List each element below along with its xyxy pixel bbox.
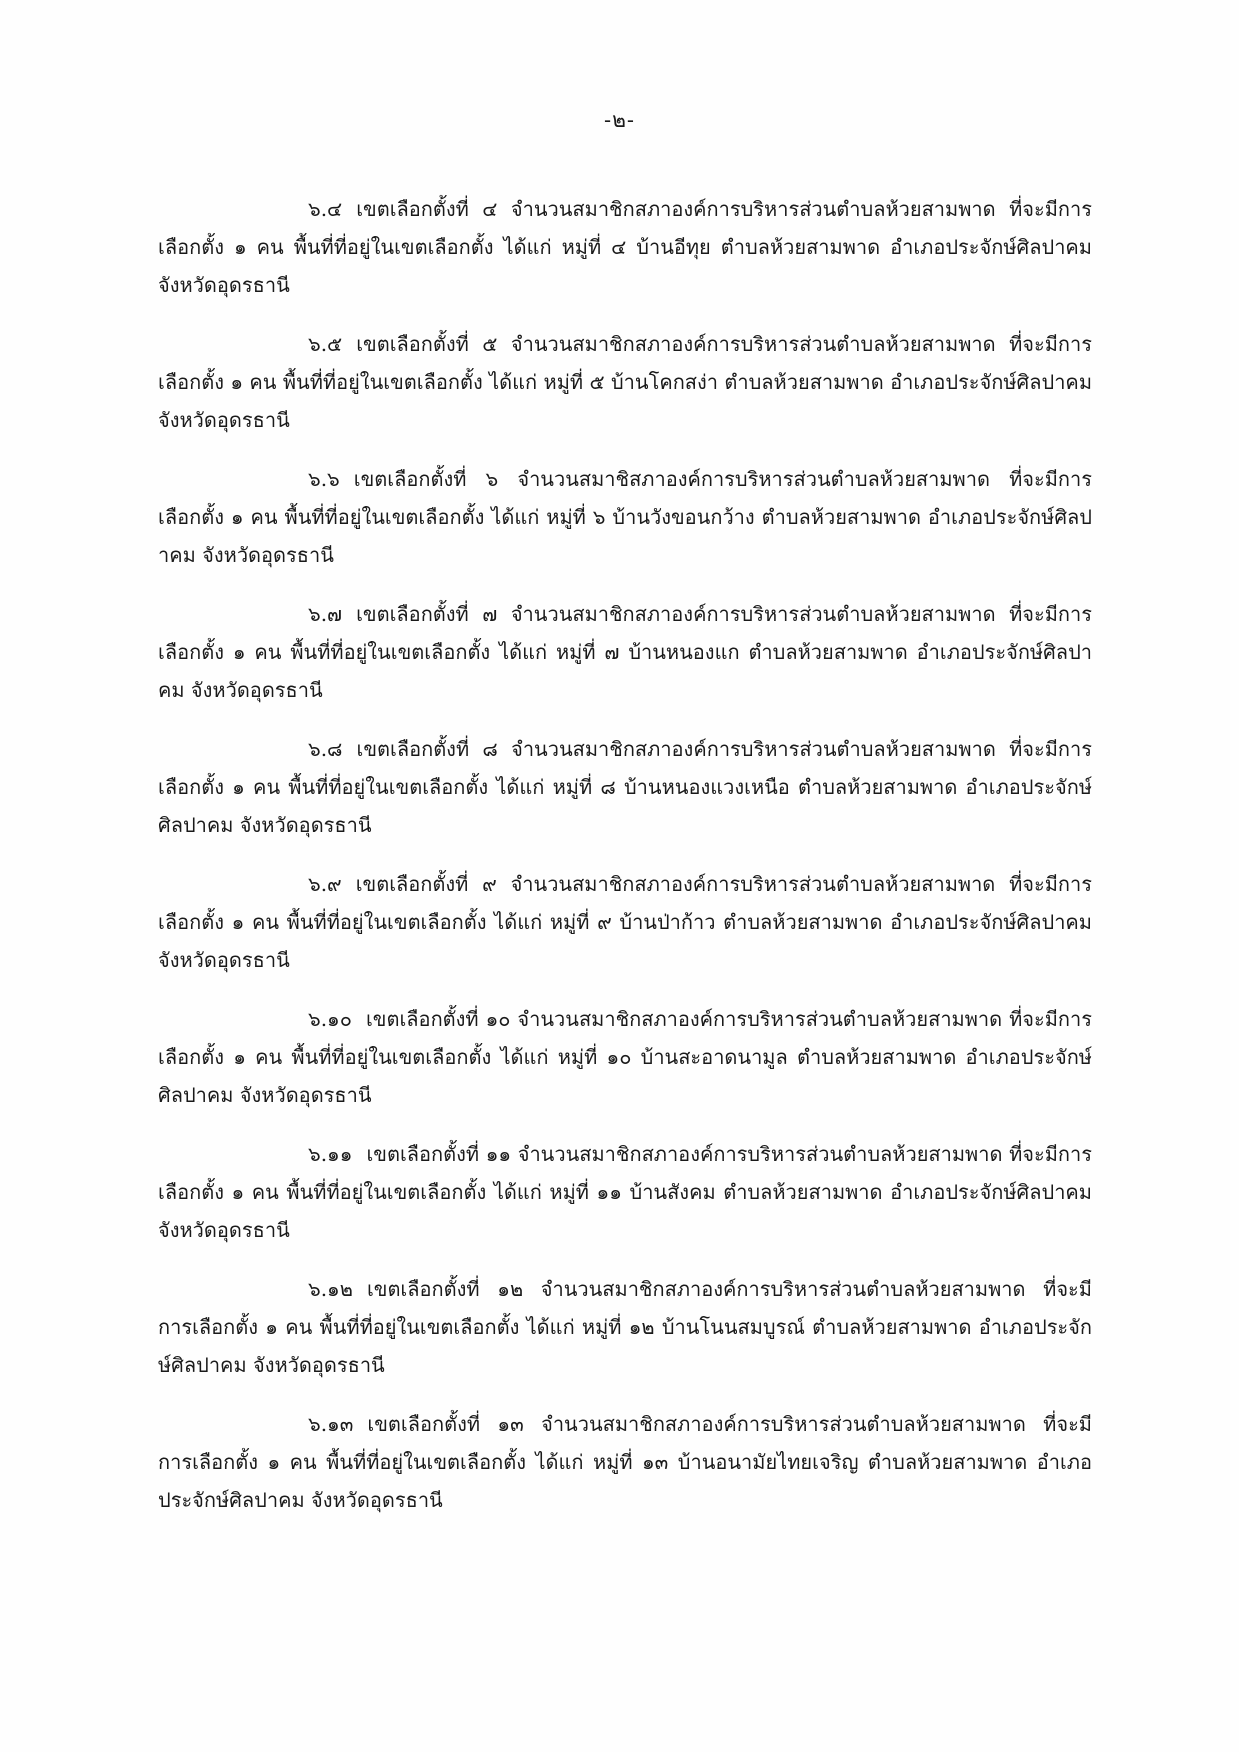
- section-text: เขตเลือกตั้งที่ ๑๓ จำนวนสมาชิกสภาองค์การบริหารส่วนตำบลห้วยสามพาด ที่จะมีการเลือกตั้ง ๑ คน พื้นที่ที่อยู่ในเขตเลือกตั้ง ได้แก่ หมู่ที่ ๑๓ บ้านอนามัยไทยเจริญ ตำบลห้วยสามพาด อำเภอประจักษ์ศิลปาคม จังหวัดอุดรธานี: [158, 1412, 1092, 1512]
- section-text: เขตเลือกตั้งที่ ๔ จำนวนสมาชิกสภาองค์การบริหารส่วนตำบลห้วยสามพาด ที่จะมีการเลือกตั้ง ๑ คน พื้นที่ที่อยู่ในเขตเลือกตั้ง ได้แก่ หมู่ที่ ๔ บ้านอีทุย ตำบลห้วยสามพาด อำเภอประจักษ์ศิลปาคม จังหวัดอุดรธานี: [158, 197, 1092, 297]
- page-number: -๒-: [603, 108, 636, 132]
- section-paragraph: [158, 1405, 1092, 1519]
- section-text: เขตเลือกตั้งที่ ๖ จำนวนสมาชิสภาองค์การบริหารส่วนตำบลห้วยสามพาด ที่จะมีการเลือกตั้ง ๑ คน พื้นที่ที่อยู่ในเขตเลือกตั้ง ได้แก่ หมู่ที่ ๖ บ้านวังขอนกว้าง ตำบลห้วยสามพาด อำเภอประจักษ์ศิลปาคม จังหวัดอุดรธานี: [158, 467, 1092, 567]
- election-district-section: [158, 1000, 1092, 1114]
- section-paragraph: [158, 865, 1092, 979]
- section-text: เขตเลือกตั้งที่ ๙ จำนวนสมาชิกสภาองค์การบริหารส่วนตำบลห้วยสามพาด ที่จะมีการเลือกตั้ง ๑ คน พื้นที่ที่อยู่ในเขตเลือกตั้ง ได้แก่ หมู่ที่ ๙ บ้านป่าก้าว ตำบลห้วยสามพาด อำเภอประจักษ์ศิลปาคม จังหวัดอุดรธานี: [158, 872, 1092, 972]
- election-district-section: [158, 730, 1092, 844]
- election-district-section: [158, 1270, 1092, 1384]
- section-text: เขตเลือกตั้งที่ ๕ จำนวนสมาชิกสภาองค์การบริหารส่วนตำบลห้วยสามพาด ที่จะมีการเลือกตั้ง ๑ คน พื้นที่ที่อยู่ในเขตเลือกตั้ง ได้แก่ หมู่ที่ ๕ บ้านโคกสง่า ตำบลห้วยสามพาด อำเภอประจักษ์ศิลปาคม จังหวัดอุดรธานี: [158, 332, 1092, 432]
- section-text: เขตเลือกตั้งที่ ๑๑ จำนวนสมาชิกสภาองค์การบริหารส่วนตำบลห้วยสามพาด ที่จะมีการเลือกตั้ง ๑ คน พื้นที่ที่อยู่ในเขตเลือกตั้ง ได้แก่ หมู่ที่ ๑๑ บ้านสังคม ตำบลห้วยสามพาด อำเภอประจักษ์ศิลปาคม จังหวัดอุดรธานี: [158, 1142, 1092, 1242]
- section-number: ๖.๖: [308, 467, 340, 491]
- section-paragraph: [158, 190, 1092, 304]
- section-number: ๖.๑๐: [308, 1007, 352, 1031]
- section-number: ๖.๑๓: [308, 1412, 354, 1436]
- section-text: เขตเลือกตั้งที่ ๘ จำนวนสมาชิกสภาองค์การบริหารส่วนตำบลห้วยสามพาด ที่จะมีการเลือกตั้ง ๑ คน พื้นที่ที่อยู่ในเขตเลือกตั้ง ได้แก่ หมู่ที่ ๘ บ้านหนองแวงเหนือ ตำบลห้วยสามพาด อำเภอประจักษ์ศิลปาคม จังหวัดอุดรธานี: [158, 737, 1092, 837]
- section-text: เขตเลือกตั้งที่ ๗ จำนวนสมาชิกสภาองค์การบริหารส่วนตำบลห้วยสามพาด ที่จะมีการเลือกตั้ง ๑ คน พื้นที่ที่อยู่ในเขตเลือกตั้ง ได้แก่ หมู่ที่ ๗ บ้านหนองแก ตำบลห้วยสามพาด อำเภอประจักษ์ศิลปาคม จังหวัดอุดรธานี: [158, 602, 1092, 702]
- section-paragraph: [158, 1270, 1092, 1384]
- document-body: [158, 190, 1092, 1540]
- section-number: ๖.๕: [308, 332, 343, 356]
- section-paragraph: [158, 730, 1092, 844]
- election-district-section: [158, 595, 1092, 709]
- section-number: ๖.๔: [308, 197, 343, 221]
- section-paragraph: [158, 325, 1092, 439]
- election-district-section: [158, 190, 1092, 304]
- section-paragraph: [158, 1135, 1092, 1249]
- section-text: เขตเลือกตั้งที่ ๑๐ จำนวนสมาชิกสภาองค์การบริหารส่วนตำบลห้วยสามพาด ที่จะมีการเลือกตั้ง ๑ คน พื้นที่ที่อยู่ในเขตเลือกตั้ง ได้แก่ หมู่ที่ ๑๐ บ้านสะอาดนามูล ตำบลห้วยสามพาด อำเภอประจักษ์ศิลปาคม จังหวัดอุดรธานี: [158, 1007, 1092, 1107]
- election-district-section: [158, 1135, 1092, 1249]
- section-number: ๖.๑๑: [308, 1142, 353, 1166]
- section-paragraph: [158, 1000, 1092, 1114]
- election-district-section: [158, 325, 1092, 439]
- election-district-section: [158, 1405, 1092, 1519]
- section-number: ๖.๗: [308, 602, 343, 626]
- section-text: เขตเลือกตั้งที่ ๑๒ จำนวนสมาชิกสภาองค์การบริหารส่วนตำบลห้วยสามพาด ที่จะมีการเลือกตั้ง ๑ คน พื้นที่ที่อยู่ในเขตเลือกตั้ง ได้แก่ หมู่ที่ ๑๒ บ้านโนนสมบูรณ์ ตำบลห้วยสามพาด อำเภอประจักษ์ศิลปาคม จังหวัดอุดรธานี: [158, 1277, 1092, 1377]
- section-paragraph: [158, 595, 1092, 709]
- section-number: ๖.๘: [308, 737, 343, 761]
- section-number: ๖.๑๒: [308, 1277, 353, 1301]
- section-paragraph: [158, 460, 1092, 574]
- election-district-section: [158, 865, 1092, 979]
- election-district-section: [158, 460, 1092, 574]
- section-number: ๖.๙: [308, 872, 342, 896]
